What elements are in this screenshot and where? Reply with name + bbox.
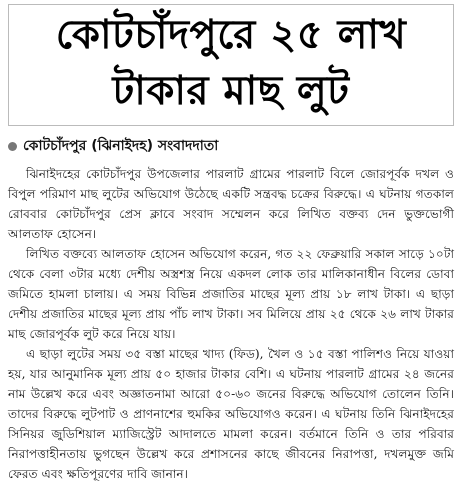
paragraph: লিখিত বক্তব্যে আলতাফ হোসেন অভিযোগ করেন, গত ২২ ফেব্রুয়ারি সকাল সাড়ে ১০টা থেকে বেলা ৩টার মধ্যে দেশীয় অস্ত্রশস্ত্র নিয়ে একদল লোক তার মালিকানাধীন বিলের ডোবা জমিতে হামলা চালায়। এ সময় বিভিন্ন প্রজাতির মাছের মূল্য প্রায় ১৮ লাখ টাকা। এ ছাড়া দেশীয় প্রজাতির মাছের মূল্য প্রায় পাঁচ লাখ টাকা। সব মিলিয়ে প্রায় ২৫ থেকে ২৬ লাখ টাকার মাছ জোরপূর্বক লুট করে নিয়ে যায়। bbox=[8, 247, 454, 341]
paragraph: এ ছাড়া লুটের সময় ৩৫ বস্তা মাছের খাদ্য (ফিড), খৈল ও ১৫ বস্তা পালিশও নিয়ে যাওয়া হয়, যার আনুমানিক মূল্য প্রায় ৫০ হাজার টাকার বেশি। এ ঘটনায় পারলাট গ্রামের ২৪ জনের নাম উল্লেখ করে এবং অজ্ঞাতনামা আরো ৫০-৬০ জনের বিরুদ্ধে অভিযোগ তোলেন তিনি। তাদের বিরুদ্ধে লুটপাট ও প্রাণনাশের হুমকির অভিযোগও করেন। এ ঘটনায় তিনি ঝিনাইদহের সিনিয়র জুডিশিয়াল ম্যাজিস্ট্রেট আদালতে মামলা করেন। বর্তমানে তিনি ও তার পরিবার নিরাপত্তাহীনতায় ভুগছেন উল্লেখ করে প্রশাসনের কাছে জীবনের নিরাপত্তা, দখলমুক্ত জমি ফেরত এবং ক্ষতিপূরণের দাবি জানান। bbox=[8, 347, 454, 481]
bullet-icon bbox=[8, 142, 17, 151]
headline-line-2: টাকার মাছ লুট bbox=[112, 68, 350, 114]
headline-line-1: কোটচাঁদপুরে ২৫ লাখ bbox=[55, 12, 407, 58]
article-body bbox=[8, 164, 454, 484]
byline bbox=[8, 134, 454, 158]
byline-text: কোটচাঁদপুর (ঝিনাইদহ) সংবাদদাতা bbox=[23, 138, 219, 154]
headline-box bbox=[8, 4, 454, 126]
paragraph: ঝিনাইদহের কোটচাঁদপুর উপজেলার পারলাট গ্রামের পারলাট বিলে জোরপূর্বক দখল ও বিপুল পরিমাণ মাছ লুটের অভিযোগ উঠেছে একটি সন্ত্রবদ্ধ চক্রের বিরুদ্ধে। এ ঘটনায় গতকাল রোববার কোটচাঁদপুর প্রেস ক্লাবে সংবাদ সম্মেলন করে লিখিত বক্তব্য দেন ভুক্তভোগী আলতাফ হোসেন। bbox=[8, 167, 454, 241]
